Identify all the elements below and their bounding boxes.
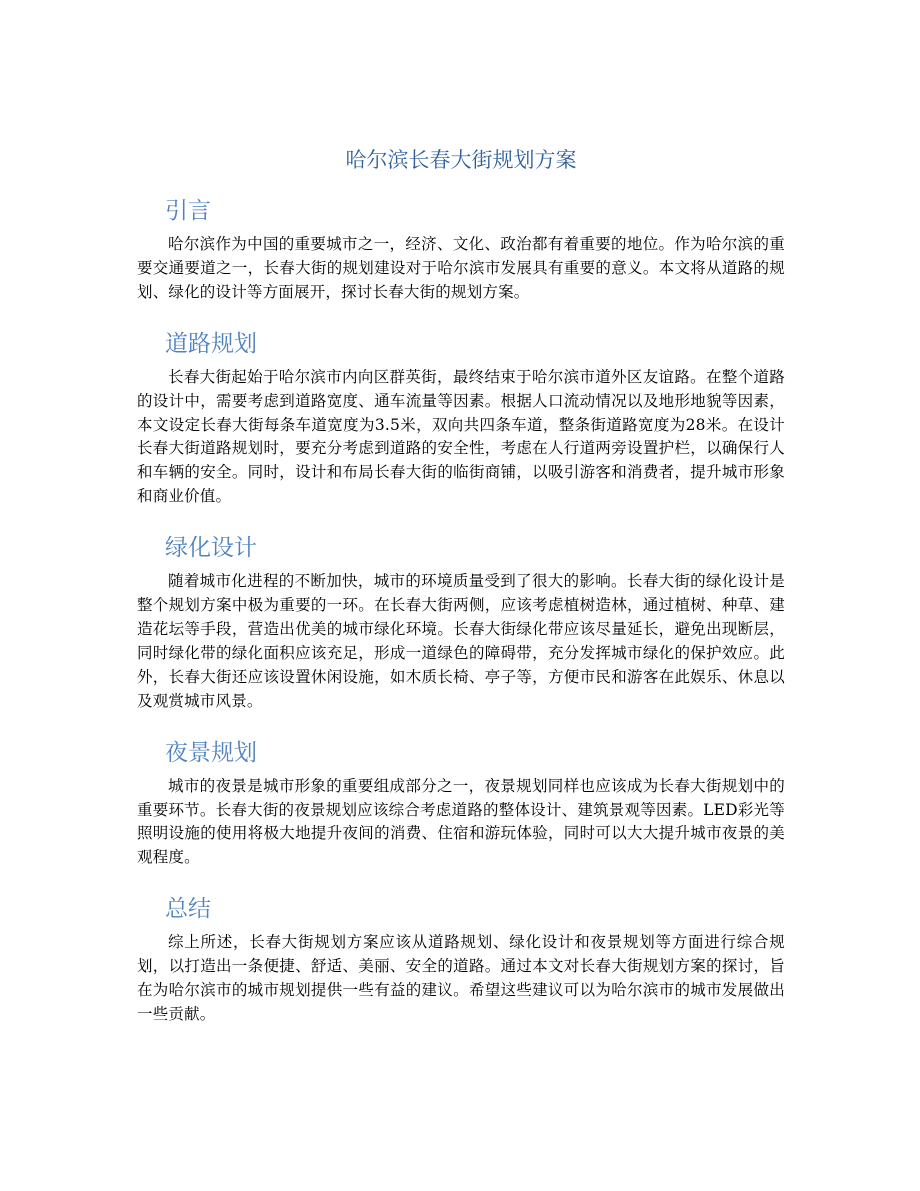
section-body-night-view: 城市的夜景是城市形象的重要组成部分之一，夜景规划同样也应该成为长春大街规划中的重要环节。长春大街的夜景规划应该综合考虑道路的整体设计、建筑景观等因素。LED彩光等照明设施的使用将极大地提升夜间的消费、住宿和游玩体验，同时可以大大提升城市夜景的美观程度。 — [137, 776, 785, 867]
section-body-introduction: 哈尔滨作为中国的重要城市之一，经济、文化、政治都有着重要的地位。作为哈尔滨的重要交通要道之一，长春大街的规划建设对于哈尔滨市发展具有重要的意义。本文将从道路的规划、绿化的设计等方面展开，探讨长春大街的规划方案。 — [137, 235, 785, 301]
section-heading-introduction: 引言 — [165, 198, 211, 224]
document-title: 哈尔滨长春大街规划方案 — [345, 148, 577, 172]
document-page — [137, 145, 785, 1044]
section-summary — [137, 887, 785, 1027]
section-heading-greening-design: 绿化设计 — [165, 535, 257, 562]
section-heading-road-planning: 道路规划 — [165, 330, 257, 357]
section-heading-night-view: 夜景规划 — [165, 739, 257, 766]
section-road-planning — [137, 322, 785, 509]
section-introduction — [137, 189, 785, 305]
section-body-road-planning: 长春大街起始于哈尔滨市内向区群英街，最终结束于哈尔滨市道外区友谊路。在整个道路的设计中，需要考虑到道路宽度、通车流量等因素。根据人口流动情况以及地形地貌等因素，本文设定长春大街每条车道宽度为3.5米，双向共四条车道，整条街道路宽度为28米。在设计长春大街道路规划时，要充分考虑到道路的安全性，考虑在人行道两旁设置护栏，以确保行人和车辆的安全。同时，设计和布局长春大街的临街商铺，以吸引游客和消费者，提升城市形象和商业价值。 — [137, 367, 785, 506]
section-heading-summary: 总结 — [165, 896, 211, 923]
section-greening-design — [137, 526, 785, 713]
section-body-greening-design: 随着城市化进程的不断加快，城市的环境质量受到了很大的影响。长春大街的绿化设计是整个规划方案中极为重要的一环。在长春大街两侧，应该考虑植树造林，通过植树、种草、建造花坛等手段，营造出优美的城市绿化环境。长春大街绿化带应该尽量延长，避免出现断层，同时绿化带的绿化面积应该充足，形成一道绿色的障碍带，充分发挥城市绿化的保护效应。此外，长春大街还应该设置休闲设施，如木质长椅、亭子等，方便市民和游客在此娱乐、休息以及观赏城市风景。 — [137, 572, 785, 710]
section-body-summary: 综上所述，长春大街规划方案应该从道路规划、绿化设计和夜景规划等方面进行综合规划，以打造出一条便捷、舒适、美丽、安全的道路。通过本文对长春大街规划方案的探讨，旨在为哈尔滨市的城市规划提供一些有益的建议。希望这些建议可以为哈尔滨市的城市发展做出一些贡献。 — [137, 933, 785, 1023]
section-night-view — [137, 731, 785, 871]
